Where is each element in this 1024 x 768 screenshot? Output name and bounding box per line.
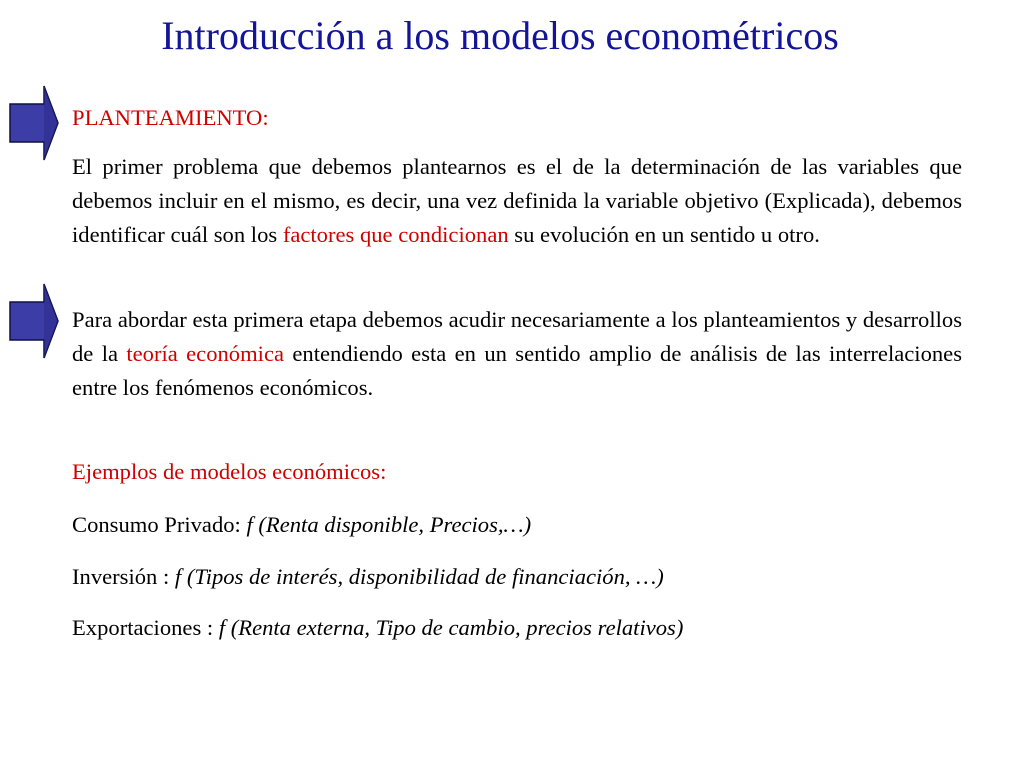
example-label: Inversión : xyxy=(72,564,175,589)
paragraph-text: Para abordar esta primera etapa debemos acudir necesariamente a los planteamientos y desarrollos de la xyxy=(72,307,962,366)
example-label: Consumo Privado: xyxy=(72,512,247,537)
example-formula: f (Renta disponible, Precios,…) xyxy=(246,512,532,537)
example-label: Exportaciones : xyxy=(72,615,219,640)
arrow-right-icon xyxy=(8,282,60,360)
example-item xyxy=(72,560,962,594)
example-item xyxy=(72,611,962,645)
example-item xyxy=(72,508,962,542)
paragraph-problem xyxy=(72,150,962,252)
slide-title: Introducción a los modelos econométricos xyxy=(161,13,839,58)
paragraph-theory xyxy=(72,303,962,405)
example-formula: f (Tipos de interés, disponibilidad de financiación, …) xyxy=(174,564,664,589)
examples-heading: Ejemplos de modelos económicos: xyxy=(72,459,387,484)
paragraph-text: El primer problema que debemos plantearnos es el de la determinación de las variables que debemos incluir en el mismo, es decir, una vez definida la variable objetivo (Explicada), debemos identificar cuál son los xyxy=(72,154,962,247)
paragraph-text: entendiendo esta en un sentido amplio de análisis de las interrelaciones entre los fenómenos económicos. xyxy=(72,341,962,400)
example-formula: f (Renta externa, Tipo de cambio, precios relativos) xyxy=(218,615,684,640)
paragraph-text: su evolución en un sentido u otro. xyxy=(508,222,820,247)
arrow-right-icon xyxy=(8,84,60,162)
highlight-text: teoría económica xyxy=(126,341,285,366)
highlight-text: factores que condicionan xyxy=(282,222,509,247)
section-heading: PLANTEAMIENTO: xyxy=(72,105,269,130)
